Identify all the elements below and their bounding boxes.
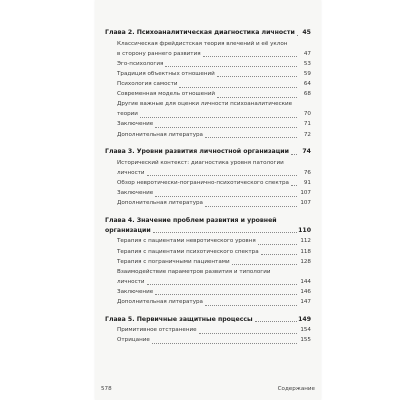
chapter-page-number: 149 [298, 315, 311, 323]
dot-leader [165, 66, 298, 67]
toc-entry-page-number: 155 [300, 337, 311, 344]
dot-leader [261, 254, 298, 255]
chapter-title: Глава 2. Психоаналитическая диагностика личности [105, 29, 295, 36]
toc-entry-text: Дополнительная литература [117, 299, 203, 305]
toc-entry-text: Эго-психология [117, 60, 164, 67]
toc-entry-page-number: 71 [303, 121, 311, 128]
toc-entry-text: Современная модель отношений [117, 91, 216, 98]
toc-entry-page-number: 107 [300, 190, 311, 196]
chapter-page-number: 74 [302, 148, 311, 156]
dot-leader [153, 232, 298, 233]
toc-entry-text: личности [117, 169, 145, 176]
toc-entry-page-number: 91 [303, 179, 311, 186]
dot-leader [205, 305, 298, 306]
dot-leader [291, 154, 298, 155]
dot-leader [179, 87, 298, 88]
dot-leader [217, 97, 298, 98]
toc-entry-page-number: 76 [303, 169, 311, 176]
toc-entry-text: Взаимодействие параметров развития и типологии [117, 268, 271, 275]
toc-entry-text: Заключение [117, 288, 154, 295]
footer-section-title: Содержание [277, 386, 315, 392]
toc-entry-text: Примитивное отстранение [117, 327, 197, 334]
dot-leader [203, 56, 298, 57]
toc-entry-text: Исторический контекст: диагностика уровня патологии [117, 159, 284, 166]
toc-entry-page-number: 47 [303, 50, 311, 57]
toc-entry-text: Терапия с пограничными пациентами [117, 258, 230, 265]
toc-entry-text: Психология самости [117, 81, 178, 87]
toc-entry-page-number: 112 [300, 238, 311, 245]
dot-leader [155, 196, 298, 197]
chapter-page-number: 45 [302, 29, 311, 36]
toc-entry-page-number: 144 [300, 278, 311, 285]
toc-entry-text: Дополнительная литература [117, 200, 203, 207]
chapter-title: организации [105, 226, 151, 234]
chapter-title: Глава 5. Первичные защитные процессы [105, 315, 253, 323]
toc-entry-page-number: 147 [300, 299, 311, 305]
dot-leader [155, 127, 298, 128]
toc-entry-page-number: 64 [303, 81, 311, 87]
dot-leader [205, 137, 298, 138]
toc-entry-text: Другие важные для оценки личности психоаналитические [117, 101, 293, 108]
toc-entry-text: Заключение [117, 121, 154, 128]
footer-page-number: 578 [101, 386, 112, 392]
toc-entry-page-number: 146 [300, 288, 311, 295]
dot-leader [152, 343, 298, 344]
toc-entry-page-number: 118 [300, 248, 311, 255]
dot-leader [232, 264, 298, 265]
toc-entry-text: Заключение [117, 190, 154, 196]
toc-entry-page-number: 128 [300, 258, 311, 265]
book-page [95, 0, 321, 400]
toc-entry-page-number: 70 [303, 111, 311, 118]
dot-leader [205, 206, 298, 207]
toc-entry-text: Терапия с пациентами психотического спектра [117, 248, 259, 255]
dot-leader [297, 35, 298, 36]
toc-entry-text: в сторону раннего развития [117, 50, 201, 57]
toc-entry-page-number: 59 [303, 70, 311, 77]
toc-entry-text: Традиция объектных отношений [117, 70, 215, 77]
dot-leader [258, 244, 298, 245]
toc-entry-page-number: 53 [303, 60, 311, 67]
dot-leader [147, 175, 298, 176]
toc-entry-text: Отрицание [117, 337, 150, 344]
chapter-page-number: 110 [298, 226, 311, 234]
dot-leader [217, 76, 298, 77]
toc-entry-text: Обзор невротически-погранично-психотического спектра [117, 179, 289, 186]
toc-entry-text: Дополнительная литература [117, 131, 203, 138]
toc-entry-page-number: 154 [300, 327, 311, 334]
dot-leader [291, 185, 298, 186]
toc-entry-page-number: 68 [303, 91, 311, 98]
toc-entry-text: личности [117, 278, 145, 285]
toc-entry-text: теории [117, 111, 138, 118]
dot-leader [255, 321, 298, 322]
dot-leader [147, 284, 298, 285]
toc-entry-text: Терапия с пациентами невротического уровня [117, 238, 256, 245]
dot-leader [199, 333, 298, 334]
toc-entry-page-number: 107 [300, 200, 311, 207]
dot-leader [140, 117, 298, 118]
dot-leader [155, 294, 298, 295]
toc-entry-text: Классическая фрейдистская теория влечений и её уклон [117, 40, 288, 47]
chapter-title: Глава 4. Значение проблем развития и уровней [105, 216, 277, 224]
toc-entry-page-number: 72 [303, 131, 311, 138]
chapter-title: Глава 3. Уровни развития личностной организации [105, 148, 289, 156]
